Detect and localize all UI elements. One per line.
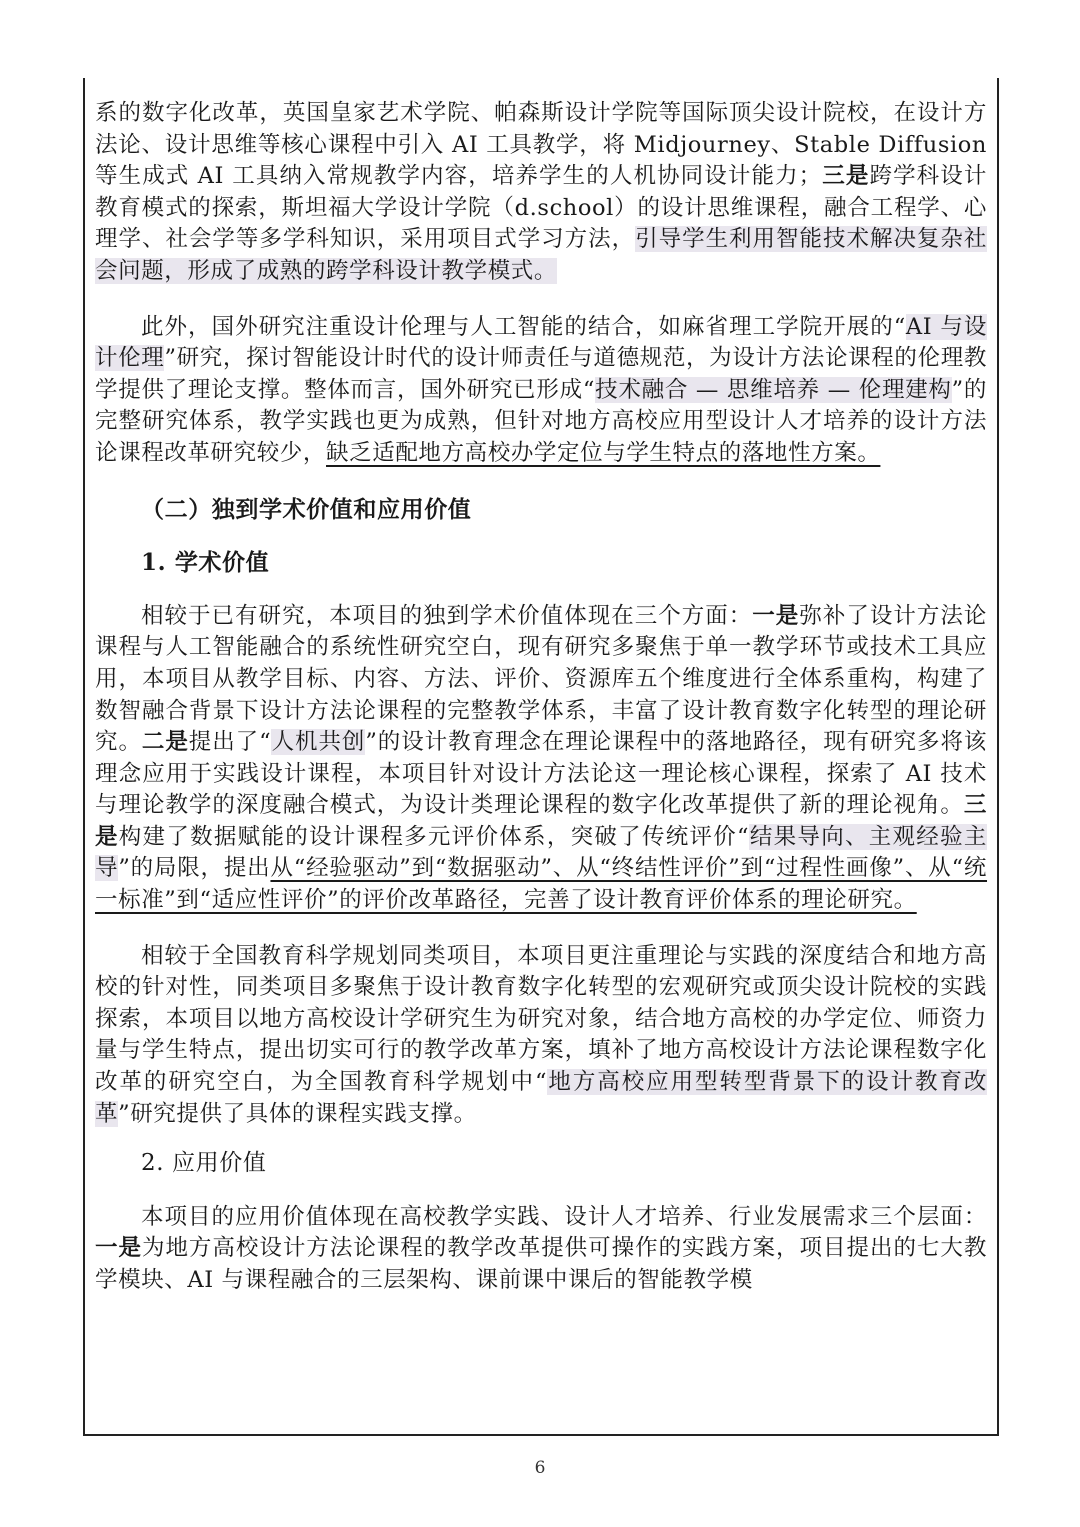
underline: 缺乏适配地方高校办学定位与学生特点的落地性方案。 bbox=[326, 439, 881, 466]
highlight: 地方高校应用型转型背景下的设计教育改革 bbox=[95, 1069, 987, 1127]
underline: 从“经验驱动”到“数据驱动”、从“终结性评价”到“过程性画像”、从“统一标准”到“适应性评价”的评价改革路径，完善了设计教育评价体系的理论研究。 bbox=[95, 855, 988, 914]
text: 本项目的应用价值体现在高校教学实践、设计人才培养、行业发展需求三个层面： bbox=[141, 1203, 987, 1230]
paragraph-applied-value bbox=[95, 1202, 987, 1297]
text: 此外，国外研究注重设计伦理与人工智能的结合，如麻省理工学院开展的“ bbox=[141, 313, 906, 340]
subsection-heading-academic: 1. 学术价值 bbox=[141, 549, 270, 577]
bold-marker: 三是 bbox=[95, 792, 987, 850]
subsection-heading-applied: 2. 应用价值 bbox=[141, 1150, 267, 1177]
text: 跨学科设计教育模式的探索，斯坦福大学设计学院（d.school）的设计思维课程，融合工程学、心理学、社会学等多学科知识，采用项目式学习方法， bbox=[95, 163, 987, 253]
highlight: 人机共创 bbox=[271, 729, 366, 756]
text: ”研究，探讨智能设计时代的设计师责任与道德规范，为设计方法论课程的伦理教学提供了理论支撑。整体而言，国外研究已形成“ bbox=[95, 345, 987, 403]
section-heading: （二）独到学术价值和应用价值 bbox=[141, 495, 472, 523]
page-number: 6 bbox=[534, 1458, 546, 1478]
text: 提出了“ bbox=[188, 729, 272, 756]
text: 构建了数据赋能的设计课程多元评价体系，突破了传统评价“ bbox=[118, 823, 750, 850]
document-body bbox=[95, 98, 987, 1321]
text: 为地方高校设计方法论课程的教学改革提供可操作的实践方案，项目提出的七大教学模块、AI 与课程融合的三层架构、课前课中课后的智能教学模 bbox=[95, 1235, 987, 1293]
paragraph-comparison bbox=[95, 941, 987, 1131]
bold-marker: 三是 bbox=[821, 163, 870, 190]
paragraph-design-ethics bbox=[95, 312, 987, 470]
highlight: 技术融合 — 思维培养 — 伦理建构 bbox=[594, 376, 952, 403]
bold-marker: 二是 bbox=[141, 729, 189, 756]
text: ”研究提供了具体的课程实践支撑。 bbox=[118, 1100, 477, 1127]
bold-marker: 一是 bbox=[752, 602, 800, 629]
paragraph-academic-value bbox=[95, 601, 987, 917]
text: ”的完整研究体系，教学实践也更为成熟，但针对地方高校应用型设计人才培养的设计方法论课程改革研究较少， bbox=[95, 376, 987, 466]
text: 系的数字化改革，英国皇家艺术学院、帕森斯设计学院等国际顶尖设计院校，在设计方法论、设计思维等核心课程中引入 AI 工具教学，将 Midjourney、Stable Diffusion 等生成式 AI 工具纳入常规教学内容，培养学生的人机协同设计能力； bbox=[95, 100, 987, 190]
text: ”的局限，提出 bbox=[118, 855, 271, 882]
highlight: 结果导向、主观经验主导 bbox=[95, 823, 987, 882]
text: 相较于已有研究，本项目的独到学术价值体现在三个方面： bbox=[141, 602, 753, 629]
text: ”的设计教育理念在理论课程中的落地路径，现有研究多将该理念应用于实践设计课程，本项目针对设计方法论这一理论核心课程，探索了 AI 技术与理论教学的深度融合模式，为设计类理论课程的数字化改革提供了新的理论视角。 bbox=[95, 729, 987, 819]
highlight: 引导学生利用智能技术解决复杂社会问题，形成了成熟的跨学科设计教学模式。 bbox=[95, 226, 987, 284]
bold-marker: 一是 bbox=[95, 1235, 142, 1262]
highlight: AI 与设计伦理 bbox=[95, 313, 987, 372]
text: 弥补了设计方法论课程与人工智能融合的系统性研究空白，现有研究多聚焦于单一教学环节或技术工具应用，本项目从教学目标、内容、方法、评价、资源库五个维度进行全体系重构，构建了数智融合背景下设计方法论课程的完整教学体系，丰富了设计教育数字化转型的理论研究。 bbox=[95, 602, 987, 756]
paragraph-international-cases bbox=[95, 98, 987, 288]
content-frame bbox=[83, 78, 999, 1436]
text: 相较于全国教育科学规划同类项目，本项目更注重理论与实践的深度结合和地方高校的针对性，同类项目多聚焦于设计教育数字化转型的宏观研究或顶尖设计院校的实践探索，本项目以地方高校设计学研究生为研究对象，结合地方高校的办学定位、师资力量与学生特点，提出切实可行的教学改革方案，填补了地方高校设计方法论课程数字化改革的研究空白，为全国教育科学规划中“ bbox=[95, 942, 987, 1096]
